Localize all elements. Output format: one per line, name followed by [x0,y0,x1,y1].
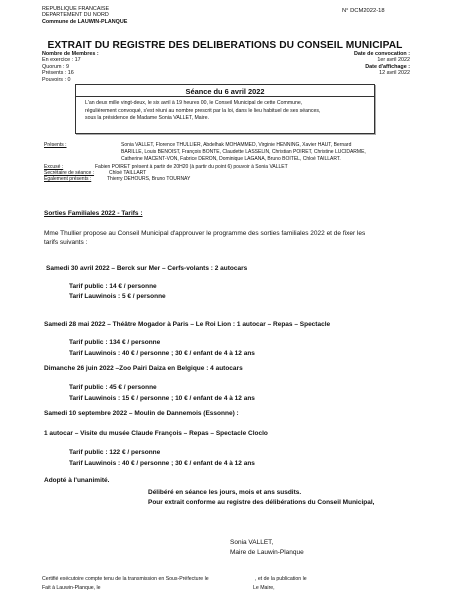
header-left [42,6,127,25]
footer-executoire: Certifié exécutoire compte tenu de la transmission en Sous-Préfecture le [42,576,209,582]
closing-line-2: Pour extrait conforme au registre des délibérations du Conseil Municipal, [148,499,375,506]
outing2-tarif-lauwinois: Tarif Lauwinois : 40 € / personne ; 30 € / enfant de 4 à 12 ans [69,350,255,357]
convocation-label: Date de convocation : [353,51,410,57]
intro-line: Mme Thullier propose au Conseil Municipal d'approuver le programme des sorties familiales 2022 et de fixer les [44,230,366,237]
outing2-tarif-public: Tarif public : 134 € / personne [69,339,161,346]
seance-text-line: sous la présidence de Madame Sonia VALLET, Maire. [85,115,209,122]
seance-title: Séance du 6 avril 2022 [185,87,265,96]
footer-fait-a: Fait à Lauwin-Planque, le [42,585,101,591]
section-title: Sorties Familiales 2022 - Tarifs : [44,210,143,217]
excuse-text: Fabien POIRET présent à partir de 20H20 (à partir du point 6) pouvoir à Sonia VALLET [95,164,288,170]
header-republique: REPUBLIQUE FRANCAISE [42,6,110,12]
presents-label: Présents : [44,142,67,148]
page-title: EXTRAIT DU REGISTRE DES DELIBERATIONS DU CONSEIL MUNICIPAL [47,40,403,51]
header-commune: Commune de LAUWIN-PLANQUE [42,18,128,25]
outing4-tarif-lauwinois: Tarif Lauwinois : 40 € / personne ; 30 € / enfant de 4 à 12 ans [69,460,255,467]
outing1-tarif-public: Tarif public : 14 € / personne [69,283,157,290]
presents-line: BARILLE, Louis BENOIST, François BONTE, Claudette LASSELIN, Christian POIRET, Christine LUCIDARME, [121,149,366,156]
egalement-text: Thierry DEHOURS, Bruno TOURNAY [107,176,191,182]
seance-divider [76,96,374,97]
intro-line: tarifs suivants : [44,239,88,246]
seance-text [85,100,366,123]
seance-text-line: L'an deux mille vingt-deux, le six avril à 19 heures 00, le Conseil Municipal de cette Commune, [85,100,303,106]
footer-le-maire: Le Maire, [253,585,275,591]
outing2-title: Samedi 28 mai 2022 – Théâtre Mogador à Paris – Le Roi Lion : 1 autocar – Repas – Spectacle [44,321,331,328]
seance-box [75,84,375,134]
members-pouvoirs: Pouvoirs : 0 [42,76,71,83]
outing4-tarif-public: Tarif public : 122 € / personne [69,449,161,456]
members-en-exercice: En exercice : 17 [42,57,81,64]
secretaire-text: Chloé TAILLART [109,170,147,176]
adopted-text: Adopté à l'unanimité. [44,477,110,484]
signature-role: Maire de Lauwin-Planque [230,549,304,556]
signature-name: Sonia VALLET, [230,539,274,546]
excuse-label: Excusé : [44,164,64,170]
egalement-label: Egalement présents : [44,176,92,182]
outing3-tarif-public: Tarif public : 45 € / personne [69,384,157,391]
outing3-title: Dimanche 26 juin 2022 –Zoo Pairi Daiza en Belgique : 4 autocars [44,365,243,372]
outing1-tarif-lauwinois: Tarif Lauwinois : 5 € / personne [69,293,166,300]
members-quorum: Quorum : 9 [42,63,69,70]
outing3-tarif-lauwinois: Tarif Lauwinois : 15 € / personne ; 10 € / enfant de 4 à 12 ans [69,395,255,402]
intro-paragraph [44,229,365,247]
presents-list [121,142,366,164]
affichage-date: 12 avril 2022 [379,70,410,77]
outing4-title: Samedi 10 septembre 2022 – Moulin de Dannemois (Essonne) : [44,410,239,417]
convocation-date: 1er avril 2022 [377,57,410,64]
seance-text-line: régulièrement convoqué, s'est réuni au nombre prescrit par la loi, dans le lieu habituel de ses séances, [85,107,321,114]
header-departement: DEPARTEMENT DU NORD [42,12,109,19]
presents-line: Catherine MACENT-VON, Fabrice DERON, Dominique LAGANA, Bruno BOITEL, Chloé TAILLART. [121,156,341,163]
closing-line-1: Délibéré en séance les jours, mois et ans susdits. [148,489,302,496]
deliberation-ref: N° DCM2022-18 [342,8,385,14]
outing4-subtitle: 1 autocar – Visite du musée Claude François – Repas – Spectacle Cloclo [44,430,268,437]
secretaire-label: Secrétaire de séance : [44,170,95,176]
outing1-title: Samedi 30 avril 2022 – Berck sur Mer – Cerfs-volants : 2 autocars [46,265,248,272]
dates-block [354,51,410,77]
members-label: Nombre de Membres : [42,51,99,57]
members-block [42,51,99,83]
members-presents: Présents : 16 [42,70,74,77]
presents-line: Sonia VALLET, Florence THULLIER, Abdelhak MOHAMMED, Virginie HENNING, Xavier HAUT, Bernard [121,142,352,148]
affichage-label: Date d'affichage : [365,63,410,70]
footer-publication: , et de la publication le [255,576,307,582]
